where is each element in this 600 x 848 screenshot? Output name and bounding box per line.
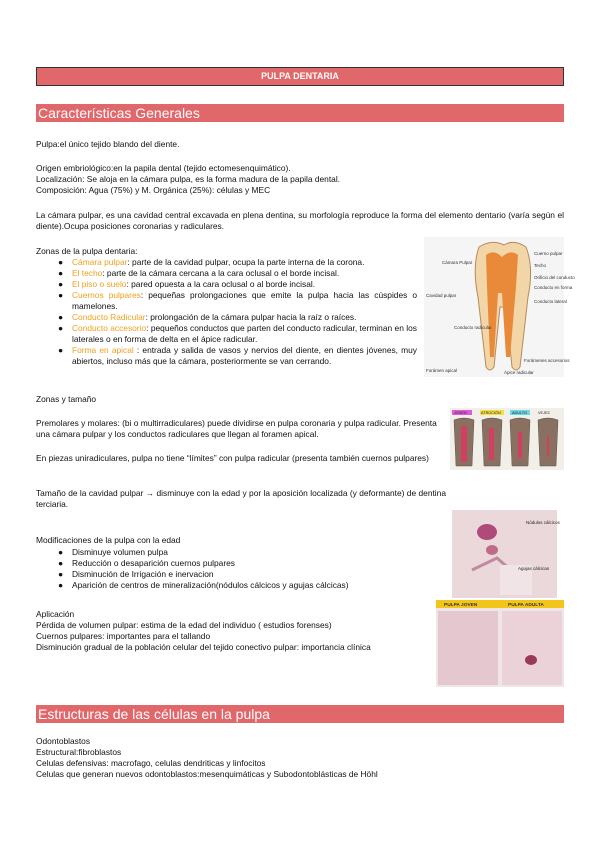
tooth-diagram-svg: [424, 237, 575, 377]
zona-desc: : entrada y salida de vasos y nervios del diente, en dientes jóvenes, muy abiertos, incluso más que la cámara, posteriormente se van cerrando.: [72, 345, 417, 366]
modif-text: Reducción o desaparición cuernos pulpares: [72, 558, 235, 568]
estructura-line: Estructural:fibroblastos: [36, 747, 122, 757]
section-heading-estructuras: Estructuras de las células en la pulpa: [36, 705, 564, 723]
localizacion-text: Localización: Se aloja en la cámara pulpa, es la forma madura de la papila dental.: [36, 174, 341, 184]
aplicacion-line: Cuernos pulpares: importantes para el tallando: [36, 631, 211, 641]
zona-term: El piso o suelo: [72, 279, 127, 289]
estructura-line: Celulas defensivas: macrofago, celulas dendriticas y linfocitos: [36, 758, 266, 768]
histo-label-0: Nódulos cálcicos: [526, 520, 560, 525]
pulpa-label-0: PULPA JOVEN: [444, 603, 478, 608]
tooth-label-3: Techo: [534, 263, 547, 268]
modif-text: Aparición de centros de mineralización(nódulos cálcicos y agujas cálcicas): [72, 580, 349, 590]
tooth-label-1: Cámara Pulpar: [442, 260, 473, 265]
modif-text: Disminución de Irrigación e inervacion: [72, 569, 214, 579]
modif-item: [58, 580, 412, 591]
tooth-label-7: Conducto radicular: [454, 325, 492, 330]
tooth-label-9: Forámen apical: [426, 368, 458, 373]
zona-desc: : parte de la cavidad pulpar, ocupa la parte interna de la corona.: [127, 257, 365, 267]
zona-item: [58, 279, 417, 290]
bullet-icon: ●: [58, 312, 64, 322]
age-teeth-svg: [450, 408, 564, 470]
bullet-icon: ●: [58, 323, 64, 333]
tooth-label-2: Cuerno pulpar: [534, 251, 563, 256]
modif-item: [58, 547, 412, 558]
composicion-text: Composición: Agua (75%) y M. Orgánica (25%): células y MEC: [36, 185, 271, 195]
zona-desc: : pequeñas prolongaciones que emite la pulpa hacia las cúspides o mamelones.: [72, 290, 417, 311]
histology-figure: [452, 510, 560, 598]
zona-term: Cuernos pulpares: [72, 290, 141, 300]
modif-text: Disminuye volumen pulpa: [72, 547, 168, 557]
tooth-label-5: Conducto en forma: [534, 285, 573, 290]
aplicacion-line: Disminución gradual de la población celular del tejido conectivo pulpar: importancia clínica: [36, 642, 371, 652]
age-label-2: ADULTO: [512, 411, 528, 415]
bullet-icon: ●: [58, 558, 64, 568]
tooth-label-8: Forámenes accesorios: [524, 358, 570, 363]
modif-item: [58, 569, 412, 580]
bullet-icon: ●: [58, 257, 64, 267]
zona-term: Conducto accesorio: [72, 323, 147, 333]
estructura-line: Odontoblastos: [36, 736, 91, 746]
age-label-1: ATROCIÓN: [481, 411, 501, 415]
zona-term: El techo: [72, 268, 103, 278]
modif-title: Modificaciones de la pulpa con la edad: [36, 535, 181, 545]
tooth-label-10: Ápice radicular: [504, 370, 534, 375]
zonas-tamano-title: Zonas y tamaño: [36, 394, 97, 404]
zona-item: [58, 290, 417, 312]
bullet-icon: ●: [58, 345, 64, 355]
premolares-text: Premolares y molares: (bi o multirradiculares) puede dividirse en pulpa coronaria y pulpa radicular. Presenta una cámara pulpar y los conductos radiculares que llegan al foramen apical.: [36, 418, 437, 439]
histology-svg: [452, 510, 560, 598]
bullet-icon: ●: [58, 547, 64, 557]
zona-term: Cámara pulpar: [72, 257, 128, 267]
pulpa-comparison-svg: [436, 600, 564, 687]
aplicacion-lines: [36, 620, 436, 653]
tooth-label-6: Conducto lateral: [534, 299, 567, 304]
section-heading-caracteristicas: Características Generales: [36, 104, 564, 122]
age-label-3: VEJEZ: [538, 411, 550, 415]
pulpa-label-1: PULPA ADULTA: [508, 603, 544, 608]
zonas-list: [58, 257, 417, 367]
zona-item: [58, 323, 417, 345]
zona-desc: : prolongación de la cámara pulpar hacia la raíz o raíces.: [145, 312, 357, 322]
bullet-icon: ●: [58, 290, 64, 300]
aplicacion-title: Aplicación: [36, 609, 75, 619]
zona-desc: : pequeños conductos que parten del conducto radicular, terminan en los laterales o en forma de delta en el ápice radicular.: [72, 323, 417, 344]
zona-desc: : pared opuesta a la cara oclusal o al borde incisal.: [126, 279, 316, 289]
zonas-title: Zonas de la pulpa dentaria:: [36, 246, 138, 256]
zona-item: [58, 257, 417, 268]
uniradiculares-text: En piezas uniradiculares, pulpa no tiene “límites” con pulpa radicular (presenta también cuernos pulpares): [36, 453, 429, 463]
modif-item: [58, 558, 412, 569]
age-teeth-figure: [450, 408, 564, 470]
pulpa-definition: Pulpa:el único tejido blando del diente.: [36, 139, 180, 149]
zona-item: [58, 312, 417, 323]
zona-term: Conducto Radicular: [72, 312, 146, 322]
bullet-icon: ●: [58, 580, 64, 590]
bullet-icon: ●: [58, 268, 64, 278]
age-label-0: JOVEN: [454, 411, 467, 415]
document-title: PULPA DENTARIA: [36, 67, 564, 86]
pulpa-comparison-figure: [436, 600, 564, 687]
bullet-icon: ●: [58, 279, 64, 289]
zona-desc: : parte de la cámara cercana a la cara oclusal o el borde incisal.: [102, 268, 340, 278]
origen-text: Origen embriológico:en la papila dental (tejido ectomesenquimático).: [36, 163, 291, 173]
zona-item: [58, 268, 417, 279]
zona-item: [58, 345, 417, 367]
tamano-text: Tamaño de la cavidad pulpar → disminuye con la edad y por la aposición localizada (y deformante) de dentina terciaria.: [36, 488, 446, 509]
tooth-label-4: Orificio del conducto: [534, 275, 575, 280]
modif-list: [58, 547, 412, 591]
bullet-icon: ●: [58, 569, 64, 579]
camara-paragraph: La cámara pulpar, es una cavidad central excavada en plena dentina, su morfología reproduce la forma del elemento dentario (varía según el diente).Ocupa posiciones coronarias y radiculares.: [36, 210, 564, 231]
aplicacion-line: Pérdida de volumen pulpar: estima de la edad del individuo ( estudios forenses): [36, 620, 332, 630]
zona-term: Forma en apical: [72, 345, 134, 355]
histo-label-1: Agujas cálcicas: [518, 566, 550, 571]
tooth-label-0: Cavidad pulpar: [426, 293, 457, 298]
tooth-diagram: [424, 237, 575, 377]
estructuras-lines: [36, 736, 564, 780]
estructura-line: Celulas que generan nuevos odontoblastos:mesenquimáticas y Subodontoblásticas de Höhl: [36, 769, 378, 779]
